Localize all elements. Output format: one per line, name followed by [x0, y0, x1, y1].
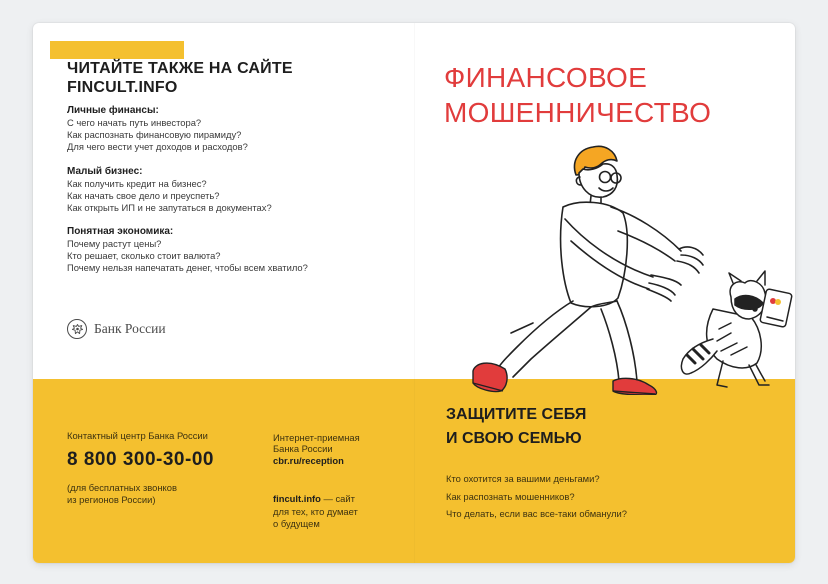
topic-question: Кто решает, сколько стоит валюта? [67, 249, 221, 261]
fincult-note-line3: о будущем [273, 518, 320, 530]
phone-note-line2: из регионов России) [67, 493, 156, 505]
reception-line1: Интернет-приемная [273, 432, 360, 443]
protect-title [446, 403, 586, 451]
topic-question: Как начать свое дело и преуспеть? [67, 189, 220, 201]
protect-questions [446, 470, 776, 523]
topic-question: Почему нельзя напечатать денег, чтобы всем хватило? [67, 261, 308, 273]
red-sneakers [473, 363, 656, 395]
reception-url: cbr.ru/reception [273, 454, 344, 466]
bank-eagle-icon-graphic [71, 323, 84, 336]
topic-title: Личные финансы: [67, 105, 159, 116]
main-title-line2: МОШЕННИЧЕСТВО [444, 97, 712, 128]
protect-title-line1: ЗАЩИТИТЕ СЕБЯ [446, 406, 587, 423]
topic-title: Понятная экономика: [67, 226, 174, 237]
internet-reception [273, 432, 393, 466]
bank-name: Банк России [94, 321, 166, 336]
topic-question: С чего начать путь инвестора? [67, 117, 202, 128]
topic-economics [67, 226, 397, 273]
topic-title: Малый бизнес: [67, 166, 143, 177]
read-also-title-line1: ЧИТАЙТЕ ТАКЖЕ НА САЙТЕ [67, 60, 293, 77]
fraud-illustration [413, 133, 795, 395]
contact-center-label: Контактный центр Банка России [67, 430, 208, 441]
protect-title-line2: И СВОЮ СЕМЬЮ [446, 430, 582, 447]
topic-personal-finance [67, 105, 397, 152]
topic-small-business [67, 166, 397, 213]
fincult-note-line2: для тех, кто думает [273, 505, 358, 517]
protect-question: Как распознать мошенников? [446, 490, 575, 502]
phone-note [67, 482, 237, 505]
topic-question: Как получить кредит на бизнес? [67, 178, 207, 189]
raccoon-figure [681, 271, 792, 387]
topic-question: Почему растут цены? [67, 238, 162, 249]
protect-question: Кто охотится за вашими деньгами? [446, 473, 600, 484]
main-title-line1: ФИНАНСОВОЕ [444, 62, 648, 93]
read-also-title-line2: FINCULT.INFO [67, 79, 178, 96]
phone-note-line1: (для бесплатных звонков [67, 482, 177, 493]
main-title [444, 60, 711, 130]
fincult-site: fincult.info [273, 493, 321, 504]
read-also-title [67, 59, 293, 97]
brochure-sheet [33, 23, 795, 563]
phone-number: 8 800 300-30-00 [67, 449, 214, 470]
man-figure [495, 146, 703, 381]
fincult-note [273, 493, 393, 531]
bank-eagle-icon [67, 319, 87, 339]
topic-question: Как распознать финансовую пирамиду? [67, 128, 242, 140]
topic-question: Для чего вести учет доходов и расходов? [67, 140, 248, 152]
reception-line2: Банка России [273, 443, 333, 455]
accent-bar [50, 41, 184, 59]
protect-question: Что делать, если вас все-таки обманули? [446, 508, 627, 519]
topic-question: Как открыть ИП и не запутаться в документах? [67, 201, 272, 213]
bank-logo [67, 319, 166, 339]
fincult-note-rest: — сайт [320, 493, 355, 504]
